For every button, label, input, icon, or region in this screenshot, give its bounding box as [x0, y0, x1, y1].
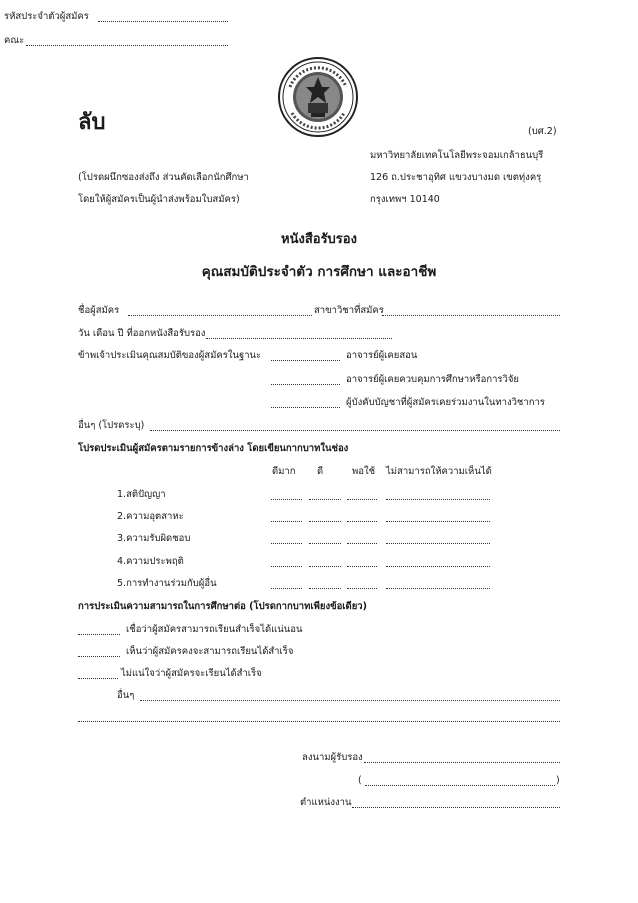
- issue-date-label: วัน เดือน ปี ที่ออกหนังสือรับรอง: [78, 328, 206, 339]
- rating-box[interactable]: [309, 543, 341, 544]
- ability-other-field[interactable]: [140, 700, 560, 701]
- rating-box[interactable]: [309, 588, 341, 589]
- paren-close: ): [556, 775, 560, 786]
- role3-label: ผู้บังคับบัญชาที่ผู้สมัครเคยร่วมงานในทางวิชาการ: [346, 397, 545, 408]
- rating-item-intelligence: 1.สติปัญญา: [117, 489, 166, 500]
- position-label: ตำแหน่งงาน: [300, 797, 352, 808]
- document-subtitle: คุณสมบัติประจำตัว การศึกษา และอาชีพ: [201, 264, 437, 280]
- rating-box[interactable]: [347, 588, 377, 589]
- printed-name-field[interactable]: [365, 785, 555, 786]
- ability-other-label: อื่นๆ: [117, 690, 135, 701]
- secret-label: ลับ: [78, 110, 106, 135]
- ability-option3-checkbox[interactable]: [78, 678, 118, 679]
- signature-label: ลงนามผู้รับรอง: [302, 752, 363, 763]
- other-specify-field[interactable]: [150, 430, 560, 431]
- rating-box[interactable]: [271, 566, 302, 567]
- rating-box[interactable]: [386, 588, 490, 589]
- role2-checkbox[interactable]: [271, 384, 340, 385]
- rating-box[interactable]: [309, 499, 341, 500]
- university-seal-logo: [278, 57, 358, 137]
- document-title: หนังสือรับรอง: [281, 232, 357, 247]
- address-line3: กรุงเทพฯ 10140: [370, 194, 440, 205]
- column-excellent: ดีมาก: [272, 466, 296, 477]
- ability-option2-checkbox[interactable]: [78, 656, 120, 657]
- rating-box[interactable]: [309, 521, 341, 522]
- faculty-label: คณะ: [4, 35, 25, 46]
- evaluator-as-label: ข้าพเจ้าประเมินคุณสมบัติของผู้สมัครในฐานะ: [78, 350, 262, 361]
- applicant-code-field[interactable]: [98, 21, 228, 22]
- rating-box[interactable]: [386, 499, 490, 500]
- signature-field[interactable]: [364, 762, 560, 763]
- applicant-name-field[interactable]: [128, 315, 312, 316]
- column-good: ดี: [317, 466, 324, 477]
- rating-box[interactable]: [309, 566, 341, 567]
- rating-box[interactable]: [271, 521, 302, 522]
- ability-heading: การประเมินความสามารถในการศึกษาต่อ (โปรดกากบาทเพียงข้อเดียว): [78, 601, 367, 612]
- ability-other-field-line2[interactable]: [78, 721, 560, 722]
- column-no-opinion: ไม่สามารถให้ความเห็นได้: [386, 466, 492, 477]
- major-field[interactable]: [382, 315, 560, 316]
- rating-item-responsibility: 3.ความรับผิดชอบ: [117, 533, 191, 544]
- position-field[interactable]: [352, 807, 560, 808]
- role3-checkbox[interactable]: [271, 407, 340, 408]
- ability-option1-checkbox[interactable]: [78, 634, 120, 635]
- rating-box[interactable]: [386, 566, 490, 567]
- role1-label: อาจารย์ผู้เคยสอน: [346, 350, 418, 361]
- rating-item-diligence: 2.ความอุตสาหะ: [117, 511, 184, 522]
- column-fair: พอใช้: [352, 466, 376, 477]
- role2-label: อาจารย์ผู้เคยควบคุมการศึกษาหรือการวิจัย: [346, 374, 519, 385]
- faculty-field[interactable]: [26, 45, 228, 46]
- role1-checkbox[interactable]: [271, 360, 340, 361]
- rating-box[interactable]: [271, 543, 302, 544]
- address-line2: 126 ถ.ประชาอุทิศ แขวงบางมด เขตทุ่งครุ: [370, 172, 542, 183]
- rating-box[interactable]: [347, 543, 377, 544]
- form-code: (บศ.2): [528, 126, 557, 137]
- rating-box[interactable]: [347, 521, 377, 522]
- rating-item-conduct: 4.ความประพฤติ: [117, 556, 184, 567]
- rating-box[interactable]: [386, 543, 490, 544]
- rating-heading: โปรดประเมินผู้สมัครตามรายการข้างล่าง โดยเขียนกากบาทในช่อง: [78, 443, 349, 454]
- ability-option3-label: ไม่แน่ใจว่าผู้สมัครจะเรียนได้สำเร็จ: [121, 668, 262, 679]
- applicant-code-label: รหัสประจำตัวผู้สมัคร: [4, 11, 89, 22]
- instructions-line1: (โปรดผนึกซองส่งถึง ส่วนคัดเลือกนักศึกษา: [78, 172, 249, 183]
- rating-box[interactable]: [347, 499, 377, 500]
- rating-box[interactable]: [347, 566, 377, 567]
- applicant-name-label: ชื่อผู้สมัคร: [78, 305, 120, 316]
- ability-option1-label: เชื่อว่าผู้สมัครสามารถเรียนสำเร็จได้แน่นอน: [126, 624, 303, 635]
- paren-open: (: [358, 775, 362, 786]
- rating-box[interactable]: [271, 588, 302, 589]
- ability-option2-label: เห็นว่าผู้สมัครคงจะสามารถเรียนได้สำเร็จ: [126, 646, 294, 657]
- issue-date-field[interactable]: [206, 338, 392, 339]
- rating-box[interactable]: [271, 499, 302, 500]
- address-line1: มหาวิทยาลัยเทคโนโลยีพระจอมเกล้าธนบุรี: [370, 150, 544, 161]
- other-specify-label: อื่นๆ (โปรดระบุ): [78, 420, 145, 431]
- rating-box[interactable]: [386, 521, 490, 522]
- major-label: สาขาวิชาที่สมัคร: [314, 305, 384, 316]
- instructions-line2: โดยให้ผู้สมัครเป็นผู้นำส่งพร้อมใบสมัคร): [78, 194, 240, 205]
- rating-item-teamwork: 5.การทำงานร่วมกับผู้อื่น: [117, 578, 217, 589]
